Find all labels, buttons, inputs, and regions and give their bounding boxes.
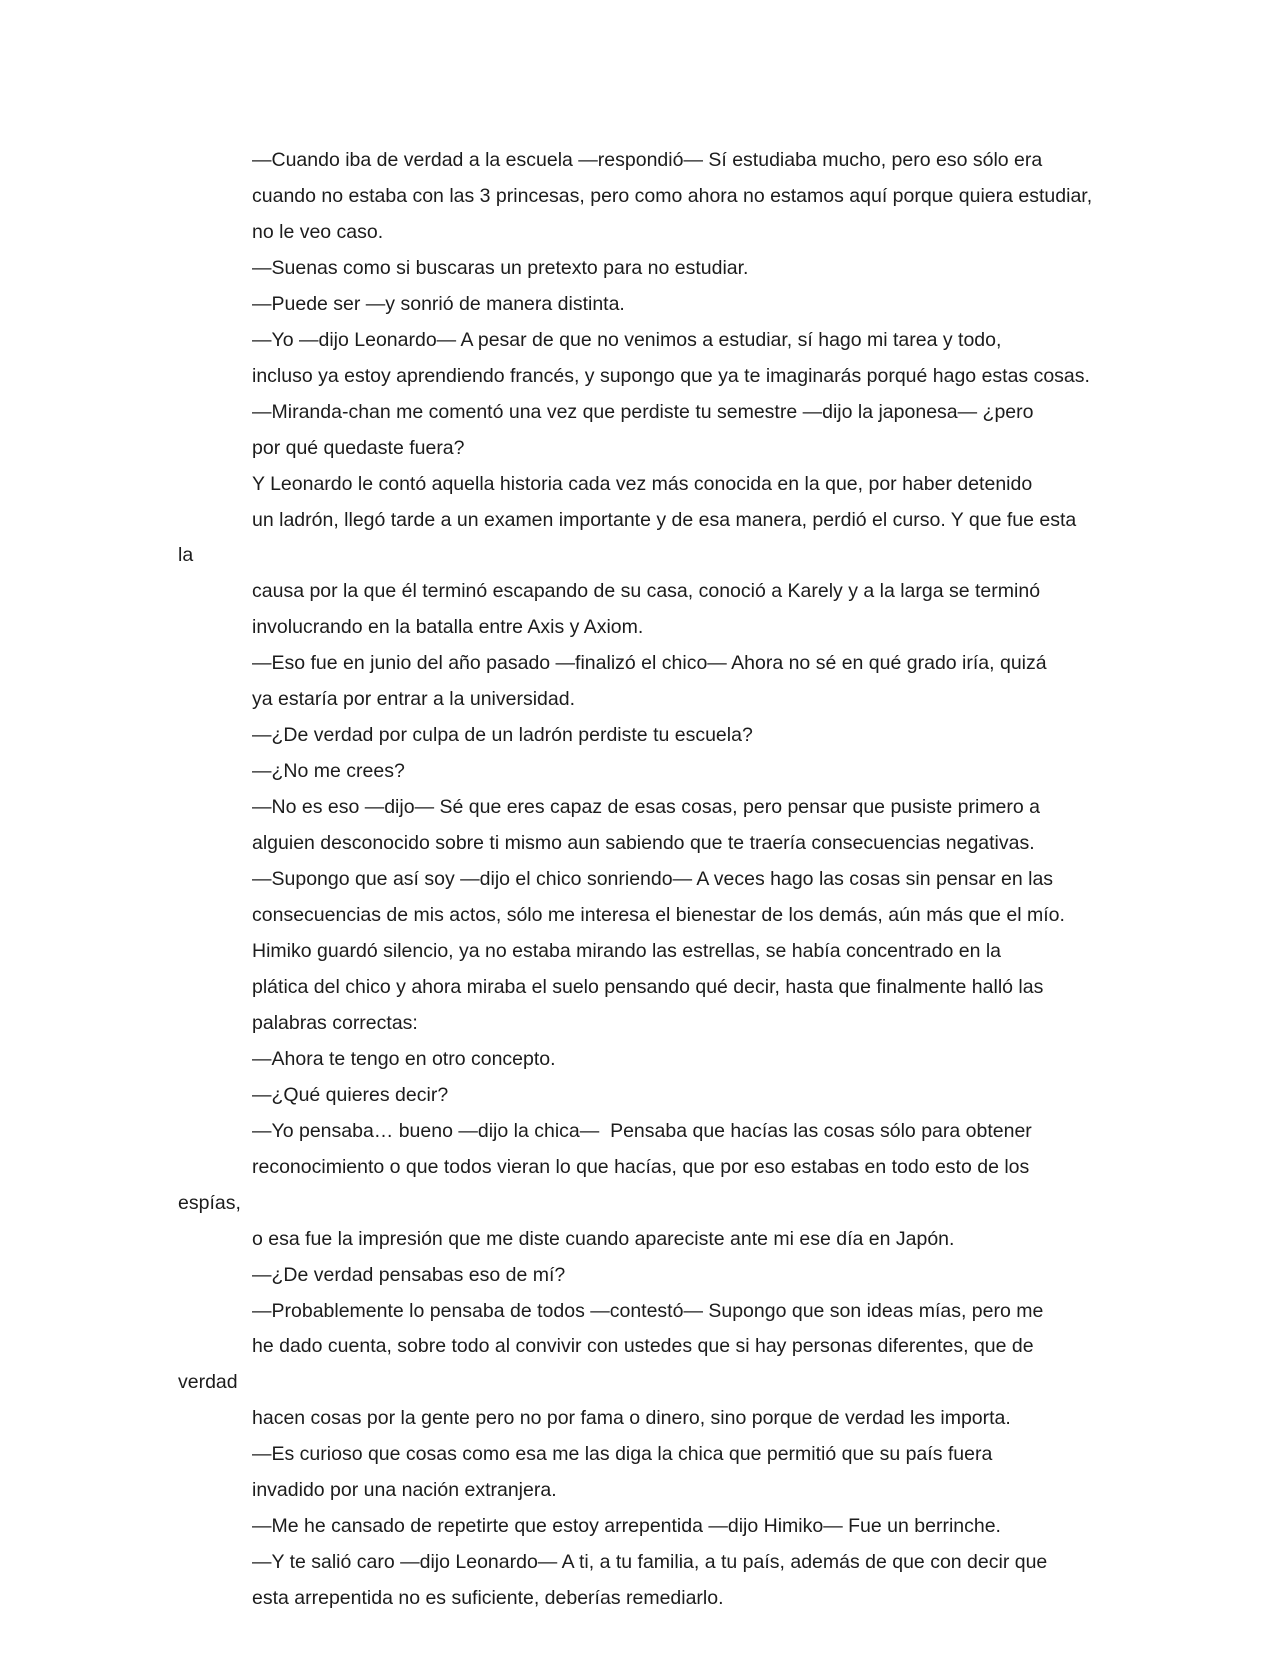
text-line: o esa fue la impresión que me diste cuando apareciste ante mi ese día en Japón. (252, 1227, 955, 1250)
text-line: —Eso fue en junio del año pasado —finalizó el chico— Ahora no sé en qué grado iría, quizá (252, 652, 1047, 675)
text-line: —Supongo que así soy —dijo el chico sonriendo— A veces hago las cosas sin pensar en las (252, 868, 1054, 891)
text-line: involucrando en la batalla entre Axis y Axiom. (252, 616, 644, 639)
text-line: —Es curioso que cosas como esa me las diga la chica que permitió que su país fuera (252, 1443, 993, 1466)
paragraph (178, 1042, 1095, 1078)
text-line: Himiko guardó silencio, ya no estaba mirando las estrellas, se había concentrado en la (252, 939, 1002, 962)
text-line: —¿Qué quieres decir? (252, 1083, 449, 1106)
text-line: —Yo pensaba… bueno —dijo la chica— Pensaba que hacías las cosas sólo para obtener (252, 1119, 1032, 1142)
paragraph (178, 1437, 1095, 1509)
text-line: —Cuando iba de verdad a la escuela —respondió— Sí estudiaba mucho, pero eso sólo era (252, 149, 1043, 171)
text-line: —¿No me crees? (252, 760, 405, 783)
text-line: un ladrón, llegó tarde a un examen importante y de esa manera, perdió el curso. Y que fue esta la (178, 508, 1082, 567)
text-line: reconocimiento o que todos vieran lo que hacías, que por eso estabas en todo esto de los espías, (178, 1155, 1035, 1214)
text-line: incluso ya estoy aprendiendo francés, y supongo que ya te imaginarás porqué hago estas cosas. (252, 364, 1090, 387)
paragraph (178, 1258, 1095, 1294)
text-line: —Me he cansado de repetirte que estoy arrepentida —dijo Himiko— Fue un berrinche. (252, 1515, 1001, 1538)
text-line: por qué quedaste fuera? (252, 436, 465, 459)
text-line: consecuencias de mis actos, sólo me interesa el bienestar de los demás, aún más que el mío. (252, 904, 1065, 927)
paragraph (178, 1114, 1095, 1258)
text-line: —Yo —dijo Leonardo— A pesar de que no venimos a estudiar, sí hago mi tarea y todo, (252, 328, 1002, 351)
paragraph (178, 143, 1095, 251)
paragraph (178, 1294, 1095, 1438)
text-line: palabras correctas: (252, 1011, 418, 1034)
paragraph (178, 467, 1095, 647)
text-line: —Suenas como si buscaras un pretexto para no estudiar. (252, 256, 749, 279)
paragraph (178, 934, 1095, 1042)
paragraph (178, 754, 1095, 790)
text-line: —No es eso —dijo— Sé que eres capaz de esas cosas, pero pensar que pusiste primero a (252, 796, 1041, 819)
text-line: —Puede ser —y sonrió de manera distinta. (252, 292, 625, 315)
text-line: hacen cosas por la gente pero no por fama o dinero, sino porque de verdad les importa. (252, 1407, 1011, 1430)
text-line: he dado cuenta, sobre todo al convivir con ustedes que si hay personas diferentes, que de verdad (178, 1335, 1040, 1394)
text-line: invadido por una nación extranjera. (252, 1479, 557, 1502)
text-line: cuando no estaba con las 3 princesas, pero como ahora no estamos aquí porque quiera estudiar, (252, 184, 1093, 207)
paragraph (178, 646, 1095, 718)
text-line: causa por la que él terminó escapando de su casa, conoció a Karely y a la larga se terminó (252, 580, 1041, 603)
text-line: —Probablemente lo pensaba de todos —contestó— Supongo que son ideas mías, pero me (252, 1299, 1044, 1322)
paragraph (178, 1078, 1095, 1114)
text-line: no le veo caso. (252, 220, 384, 243)
paragraph (178, 1509, 1095, 1545)
text-line: —Ahora te tengo en otro concepto. (252, 1047, 556, 1070)
text-line: alguien desconocido sobre ti mismo aun sabiendo que te traería consecuencias negativas. (252, 832, 1035, 855)
text-line: —¿De verdad pensabas eso de mí? (252, 1263, 566, 1286)
text-line: esta arrepentida no es suficiente, deberías remediarlo. (252, 1587, 724, 1610)
paragraph (178, 718, 1095, 754)
text-body (178, 143, 1095, 1617)
text-line: ya estaría por entrar a la universidad. (252, 688, 576, 711)
paragraph (178, 323, 1095, 395)
text-line: —Miranda-chan me comentó una vez que perdiste tu semestre —dijo la japonesa— ¿pero (252, 400, 1034, 423)
text-line: —¿De verdad por culpa de un ladrón perdiste tu escuela? (252, 724, 753, 747)
text-line: —Y te salió caro —dijo Leonardo— A ti, a tu familia, a tu país, además de que con decir que (252, 1551, 1048, 1574)
paragraph (178, 395, 1095, 467)
paragraph (178, 790, 1095, 862)
paragraph (178, 251, 1095, 287)
paragraph (178, 1545, 1095, 1617)
paragraph (178, 287, 1095, 323)
paragraph (178, 862, 1095, 934)
text-line: plática del chico y ahora miraba el suelo pensando qué decir, hasta que finalmente halló las (252, 975, 1044, 998)
text-line: Y Leonardo le contó aquella historia cada vez más conocida en la que, por haber detenido (252, 472, 1033, 495)
